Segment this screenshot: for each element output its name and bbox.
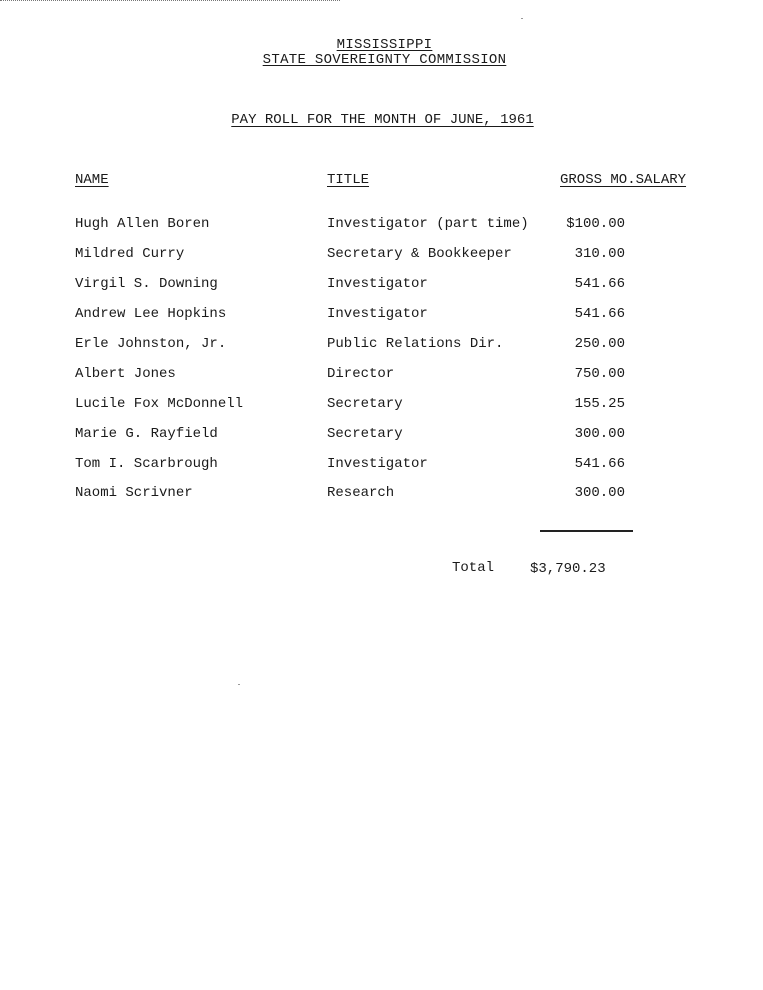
employee-salary: 541.66 bbox=[574, 306, 625, 322]
employee-name: Hugh Allen Boren bbox=[75, 216, 210, 232]
employee-name: Erle Johnston, Jr. bbox=[75, 336, 227, 352]
table-row bbox=[0, 306, 763, 326]
scan-speck bbox=[521, 18, 523, 19]
employee-title: Secretary & Bookkeeper bbox=[327, 246, 512, 262]
header-state-text: MISSISSIPPI bbox=[336, 37, 433, 53]
employee-title: Research bbox=[327, 485, 395, 501]
payroll-title-text: PAY ROLL FOR THE MONTH OF JUNE, 1961 bbox=[231, 112, 534, 128]
payroll-title bbox=[0, 112, 763, 128]
employee-name: Andrew Lee Hopkins bbox=[75, 306, 227, 322]
table-row bbox=[0, 336, 763, 356]
employee-salary: 250.00 bbox=[574, 336, 625, 352]
employee-title: Investigator bbox=[327, 306, 428, 322]
employee-title: Public Relations Dir. bbox=[327, 336, 504, 352]
employee-name: Mildred Curry bbox=[75, 246, 185, 262]
employee-salary: 155.25 bbox=[574, 396, 625, 412]
employee-title: Investigator bbox=[327, 456, 428, 472]
column-header-salary: GROSS MO.SALARY bbox=[560, 172, 687, 188]
total-label: Total bbox=[452, 560, 495, 576]
table-row bbox=[0, 396, 763, 416]
header-state-line bbox=[3, 37, 763, 53]
employee-name: Lucile Fox McDonnell bbox=[75, 396, 244, 412]
table-row bbox=[0, 246, 763, 266]
table-row bbox=[0, 366, 763, 386]
table-row bbox=[0, 216, 763, 236]
column-header-title: TITLE bbox=[327, 172, 370, 188]
employee-title: Secretary bbox=[327, 426, 403, 442]
table-row bbox=[0, 276, 763, 296]
table-row bbox=[0, 426, 763, 446]
employee-salary: 300.00 bbox=[574, 485, 625, 501]
employee-name: Tom I. Scarbrough bbox=[75, 456, 218, 472]
employee-salary: 750.00 bbox=[574, 366, 625, 382]
employee-name: Naomi Scrivner bbox=[75, 485, 193, 501]
total-value: $3,790.23 bbox=[530, 561, 606, 577]
employee-salary: $100.00 bbox=[566, 216, 625, 232]
employee-name: Marie G. Rayfield bbox=[75, 426, 218, 442]
header-commission-line bbox=[3, 52, 763, 68]
employee-title: Investigator bbox=[327, 276, 428, 292]
employee-salary: 310.00 bbox=[574, 246, 625, 262]
employee-title: Director bbox=[327, 366, 395, 382]
employee-salary: 300.00 bbox=[574, 426, 625, 442]
column-header-name: NAME bbox=[75, 172, 109, 188]
header-commission-text: STATE SOVEREIGNTY COMMISSION bbox=[262, 52, 507, 68]
table-row bbox=[0, 485, 763, 505]
table-row bbox=[0, 456, 763, 476]
total-underline-rule bbox=[540, 530, 633, 532]
employee-title: Secretary bbox=[327, 396, 403, 412]
employee-salary: 541.66 bbox=[574, 456, 625, 472]
scan-speck bbox=[238, 684, 240, 685]
employee-name: Virgil S. Downing bbox=[75, 276, 218, 292]
scan-dotted-edge bbox=[0, 0, 340, 1]
employee-salary: 541.66 bbox=[574, 276, 625, 292]
employee-name: Albert Jones bbox=[75, 366, 176, 382]
employee-title: Investigator (part time) bbox=[327, 216, 529, 232]
